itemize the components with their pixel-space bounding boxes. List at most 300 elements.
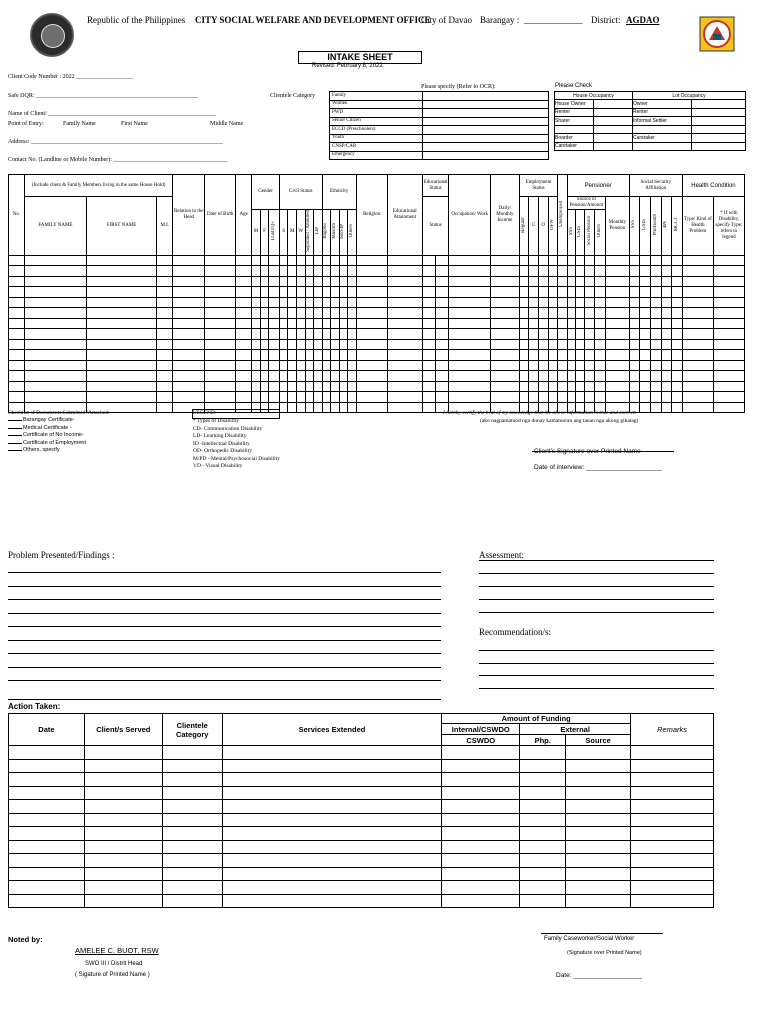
family-cell[interactable] xyxy=(567,287,576,298)
family-cell[interactable] xyxy=(576,350,585,361)
family-cell[interactable] xyxy=(387,392,422,403)
family-cell[interactable] xyxy=(9,350,25,361)
family-cell[interactable] xyxy=(584,339,595,350)
family-cell[interactable] xyxy=(650,371,661,382)
family-cell[interactable] xyxy=(269,255,280,266)
family-cell[interactable] xyxy=(236,381,252,392)
family-cell[interactable] xyxy=(538,392,548,403)
action-cell[interactable] xyxy=(442,881,520,895)
family-cell[interactable] xyxy=(519,350,529,361)
family-cell[interactable] xyxy=(25,329,87,340)
family-cell[interactable] xyxy=(339,255,348,266)
family-cell[interactable] xyxy=(387,318,422,329)
family-cell[interactable] xyxy=(269,297,280,308)
family-cell[interactable] xyxy=(529,308,539,319)
family-cell[interactable] xyxy=(387,381,422,392)
clientele-specify-cell[interactable] xyxy=(423,134,549,143)
family-cell[interactable] xyxy=(260,350,269,361)
family-cell[interactable] xyxy=(387,371,422,382)
family-cell[interactable] xyxy=(260,392,269,403)
writing-line[interactable] xyxy=(479,650,714,651)
family-cell[interactable] xyxy=(661,266,672,277)
family-cell[interactable] xyxy=(606,308,629,319)
family-cell[interactable] xyxy=(269,318,280,329)
family-cell[interactable] xyxy=(356,381,387,392)
family-cell[interactable] xyxy=(595,255,606,266)
action-cell[interactable] xyxy=(442,746,520,760)
family-cell[interactable] xyxy=(713,287,744,298)
family-cell[interactable] xyxy=(422,402,435,413)
family-cell[interactable] xyxy=(629,339,640,350)
family-cell[interactable] xyxy=(584,350,595,361)
safe-dqr-field[interactable]: Safe DQR: ______________________________________________________ xyxy=(8,93,198,99)
family-cell[interactable] xyxy=(682,350,713,361)
action-cell[interactable] xyxy=(9,840,85,854)
family-cell[interactable] xyxy=(356,266,387,277)
family-cell[interactable] xyxy=(422,287,435,298)
family-cell[interactable] xyxy=(348,266,357,277)
family-cell[interactable] xyxy=(157,381,173,392)
family-cell[interactable] xyxy=(584,381,595,392)
family-cell[interactable] xyxy=(529,255,539,266)
action-cell[interactable] xyxy=(162,759,222,773)
family-cell[interactable] xyxy=(331,276,340,287)
action-cell[interactable] xyxy=(442,840,520,854)
action-cell[interactable] xyxy=(442,854,520,868)
family-cell[interactable] xyxy=(672,297,683,308)
family-cell[interactable] xyxy=(558,371,568,382)
family-cell[interactable] xyxy=(491,360,520,371)
family-cell[interactable] xyxy=(173,287,205,298)
family-cell[interactable] xyxy=(548,266,558,277)
action-cell[interactable] xyxy=(566,746,631,760)
caseworker-signature-line[interactable] xyxy=(541,933,663,934)
action-cell[interactable] xyxy=(520,894,566,908)
family-cell[interactable] xyxy=(584,287,595,298)
action-cell[interactable] xyxy=(631,881,714,895)
action-cell[interactable] xyxy=(442,773,520,787)
family-cell[interactable] xyxy=(173,276,205,287)
family-cell[interactable] xyxy=(606,266,629,277)
family-cell[interactable] xyxy=(584,276,595,287)
family-cell[interactable] xyxy=(356,360,387,371)
action-cell[interactable] xyxy=(222,800,442,814)
family-cell[interactable] xyxy=(576,266,585,277)
family-cell[interactable] xyxy=(629,360,640,371)
family-cell[interactable] xyxy=(548,339,558,350)
family-cell[interactable] xyxy=(584,371,595,382)
family-cell[interactable] xyxy=(25,297,87,308)
family-cell[interactable] xyxy=(595,350,606,361)
date-interview-field[interactable]: Date of interview: _____________________ xyxy=(534,464,662,471)
family-cell[interactable] xyxy=(640,318,651,329)
family-cell[interactable] xyxy=(157,360,173,371)
family-cell[interactable] xyxy=(661,276,672,287)
action-cell[interactable] xyxy=(84,773,162,787)
family-cell[interactable] xyxy=(529,371,539,382)
family-cell[interactable] xyxy=(529,339,539,350)
family-cell[interactable] xyxy=(491,381,520,392)
family-cell[interactable] xyxy=(279,371,288,382)
family-cell[interactable] xyxy=(650,287,661,298)
family-cell[interactable] xyxy=(314,339,323,350)
family-cell[interactable] xyxy=(297,350,306,361)
family-cell[interactable] xyxy=(713,339,744,350)
family-cell[interactable] xyxy=(436,329,449,340)
family-cell[interactable] xyxy=(538,276,548,287)
family-cell[interactable] xyxy=(297,276,306,287)
family-cell[interactable] xyxy=(436,350,449,361)
action-cell[interactable] xyxy=(442,827,520,841)
action-cell[interactable] xyxy=(442,759,520,773)
family-cell[interactable] xyxy=(236,339,252,350)
family-cell[interactable] xyxy=(314,402,323,413)
action-cell[interactable] xyxy=(9,813,85,827)
family-cell[interactable] xyxy=(157,276,173,287)
family-cell[interactable] xyxy=(567,360,576,371)
family-cell[interactable] xyxy=(205,371,236,382)
family-cell[interactable] xyxy=(538,287,548,298)
family-cell[interactable] xyxy=(436,276,449,287)
family-cell[interactable] xyxy=(538,308,548,319)
family-cell[interactable] xyxy=(491,297,520,308)
family-cell[interactable] xyxy=(252,329,261,340)
family-cell[interactable] xyxy=(558,266,568,277)
family-cell[interactable] xyxy=(9,255,25,266)
family-cell[interactable] xyxy=(279,350,288,361)
family-cell[interactable] xyxy=(538,318,548,329)
family-cell[interactable] xyxy=(661,402,672,413)
family-cell[interactable] xyxy=(606,371,629,382)
family-cell[interactable] xyxy=(252,318,261,329)
family-cell[interactable] xyxy=(9,329,25,340)
family-cell[interactable] xyxy=(567,276,576,287)
family-cell[interactable] xyxy=(252,392,261,403)
family-cell[interactable] xyxy=(236,392,252,403)
checklist-blank[interactable] xyxy=(8,435,22,436)
family-cell[interactable] xyxy=(650,392,661,403)
family-cell[interactable] xyxy=(491,329,520,340)
family-cell[interactable] xyxy=(348,308,357,319)
action-cell[interactable] xyxy=(520,867,566,881)
family-cell[interactable] xyxy=(650,297,661,308)
action-cell[interactable] xyxy=(162,800,222,814)
family-cell[interactable] xyxy=(538,255,548,266)
family-cell[interactable] xyxy=(157,297,173,308)
house-check-box[interactable] xyxy=(594,108,633,117)
family-cell[interactable] xyxy=(260,276,269,287)
family-cell[interactable] xyxy=(236,255,252,266)
family-cell[interactable] xyxy=(548,255,558,266)
family-cell[interactable] xyxy=(279,276,288,287)
family-cell[interactable] xyxy=(348,371,357,382)
family-cell[interactable] xyxy=(288,287,297,298)
family-cell[interactable] xyxy=(348,381,357,392)
family-cell[interactable] xyxy=(86,308,156,319)
family-cell[interactable] xyxy=(322,329,331,340)
action-cell[interactable] xyxy=(222,854,442,868)
family-cell[interactable] xyxy=(629,371,640,382)
family-cell[interactable] xyxy=(86,287,156,298)
family-cell[interactable] xyxy=(436,297,449,308)
family-cell[interactable] xyxy=(339,318,348,329)
action-cell[interactable] xyxy=(9,759,85,773)
action-cell[interactable] xyxy=(222,786,442,800)
family-cell[interactable] xyxy=(661,350,672,361)
family-cell[interactable] xyxy=(25,255,87,266)
family-cell[interactable] xyxy=(650,266,661,277)
action-cell[interactable] xyxy=(520,827,566,841)
family-cell[interactable] xyxy=(672,276,683,287)
writing-line[interactable] xyxy=(8,640,441,641)
family-cell[interactable] xyxy=(387,402,422,413)
clientele-specify-cell[interactable] xyxy=(423,109,549,118)
family-cell[interactable] xyxy=(576,276,585,287)
family-cell[interactable] xyxy=(529,392,539,403)
writing-line[interactable] xyxy=(8,599,441,600)
footer-date-field[interactable]: Date: ___________________ xyxy=(556,972,643,979)
checklist-item[interactable] xyxy=(8,447,86,455)
house-check-box[interactable] xyxy=(594,142,633,151)
family-cell[interactable] xyxy=(339,287,348,298)
family-cell[interactable] xyxy=(339,360,348,371)
family-cell[interactable] xyxy=(713,318,744,329)
writing-line[interactable] xyxy=(8,699,441,700)
family-cell[interactable] xyxy=(629,392,640,403)
family-cell[interactable] xyxy=(640,287,651,298)
family-cell[interactable] xyxy=(629,297,640,308)
family-cell[interactable] xyxy=(260,381,269,392)
family-cell[interactable] xyxy=(558,392,568,403)
action-cell[interactable] xyxy=(442,867,520,881)
family-cell[interactable] xyxy=(322,318,331,329)
family-cell[interactable] xyxy=(584,255,595,266)
writing-line[interactable] xyxy=(479,612,714,613)
family-cell[interactable] xyxy=(205,297,236,308)
family-cell[interactable] xyxy=(236,308,252,319)
family-cell[interactable] xyxy=(25,318,87,329)
family-cell[interactable] xyxy=(288,402,297,413)
family-cell[interactable] xyxy=(595,297,606,308)
action-cell[interactable] xyxy=(84,881,162,895)
family-cell[interactable] xyxy=(305,329,314,340)
family-cell[interactable] xyxy=(529,297,539,308)
family-cell[interactable] xyxy=(387,308,422,319)
action-cell[interactable] xyxy=(9,773,85,787)
family-cell[interactable] xyxy=(538,339,548,350)
action-cell[interactable] xyxy=(222,827,442,841)
family-cell[interactable] xyxy=(529,381,539,392)
family-cell[interactable] xyxy=(606,287,629,298)
family-cell[interactable] xyxy=(314,350,323,361)
family-cell[interactable] xyxy=(584,329,595,340)
lot-check-box[interactable] xyxy=(692,134,746,143)
family-cell[interactable] xyxy=(305,392,314,403)
family-cell[interactable] xyxy=(269,308,280,319)
family-cell[interactable] xyxy=(252,371,261,382)
family-cell[interactable] xyxy=(548,360,558,371)
family-cell[interactable] xyxy=(339,392,348,403)
family-cell[interactable] xyxy=(567,339,576,350)
family-cell[interactable] xyxy=(322,255,331,266)
family-cell[interactable] xyxy=(173,308,205,319)
writing-line[interactable] xyxy=(8,586,441,587)
family-cell[interactable] xyxy=(640,308,651,319)
family-cell[interactable] xyxy=(252,276,261,287)
family-cell[interactable] xyxy=(567,371,576,382)
family-cell[interactable] xyxy=(661,360,672,371)
family-cell[interactable] xyxy=(713,255,744,266)
family-cell[interactable] xyxy=(25,392,87,403)
family-cell[interactable] xyxy=(538,329,548,340)
family-cell[interactable] xyxy=(519,381,529,392)
family-cell[interactable] xyxy=(288,308,297,319)
family-cell[interactable] xyxy=(387,255,422,266)
family-cell[interactable] xyxy=(558,297,568,308)
family-cell[interactable] xyxy=(449,318,491,329)
family-cell[interactable] xyxy=(629,381,640,392)
family-cell[interactable] xyxy=(640,329,651,340)
action-cell[interactable] xyxy=(9,800,85,814)
lot-check-box[interactable] xyxy=(692,108,746,117)
action-cell[interactable] xyxy=(442,800,520,814)
family-cell[interactable] xyxy=(305,339,314,350)
family-cell[interactable] xyxy=(322,360,331,371)
family-cell[interactable] xyxy=(558,329,568,340)
family-cell[interactable] xyxy=(331,287,340,298)
family-cell[interactable] xyxy=(331,371,340,382)
family-cell[interactable] xyxy=(629,350,640,361)
action-cell[interactable] xyxy=(222,773,442,787)
family-cell[interactable] xyxy=(606,297,629,308)
family-cell[interactable] xyxy=(86,392,156,403)
family-cell[interactable] xyxy=(422,308,435,319)
family-cell[interactable] xyxy=(173,371,205,382)
family-cell[interactable] xyxy=(173,381,205,392)
family-cell[interactable] xyxy=(9,297,25,308)
family-cell[interactable] xyxy=(672,287,683,298)
family-cell[interactable] xyxy=(86,255,156,266)
family-cell[interactable] xyxy=(9,266,25,277)
family-cell[interactable] xyxy=(348,287,357,298)
family-cell[interactable] xyxy=(314,266,323,277)
family-cell[interactable] xyxy=(436,287,449,298)
family-cell[interactable] xyxy=(650,318,661,329)
family-cell[interactable] xyxy=(595,266,606,277)
family-cell[interactable] xyxy=(86,297,156,308)
family-cell[interactable] xyxy=(672,318,683,329)
family-cell[interactable] xyxy=(236,350,252,361)
family-cell[interactable] xyxy=(672,350,683,361)
family-cell[interactable] xyxy=(356,297,387,308)
family-cell[interactable] xyxy=(672,329,683,340)
writing-line[interactable] xyxy=(479,560,714,561)
family-cell[interactable] xyxy=(576,329,585,340)
checklist-blank[interactable] xyxy=(8,420,22,421)
family-cell[interactable] xyxy=(348,392,357,403)
action-cell[interactable] xyxy=(9,881,85,895)
family-cell[interactable] xyxy=(629,266,640,277)
family-cell[interactable] xyxy=(331,381,340,392)
family-cell[interactable] xyxy=(548,318,558,329)
family-cell[interactable] xyxy=(314,329,323,340)
family-cell[interactable] xyxy=(672,402,683,413)
writing-line[interactable] xyxy=(479,688,714,689)
family-cell[interactable] xyxy=(86,266,156,277)
family-cell[interactable] xyxy=(576,371,585,382)
family-cell[interactable] xyxy=(322,266,331,277)
action-cell[interactable] xyxy=(566,840,631,854)
checklist-item[interactable] xyxy=(8,432,86,440)
family-cell[interactable] xyxy=(519,318,529,329)
writing-line[interactable] xyxy=(479,586,714,587)
family-cell[interactable] xyxy=(422,276,435,287)
family-cell[interactable] xyxy=(558,360,568,371)
family-cell[interactable] xyxy=(682,255,713,266)
family-cell[interactable] xyxy=(25,308,87,319)
family-cell[interactable] xyxy=(519,276,529,287)
family-cell[interactable] xyxy=(331,266,340,277)
action-cell[interactable] xyxy=(631,827,714,841)
family-cell[interactable] xyxy=(288,371,297,382)
family-cell[interactable] xyxy=(595,360,606,371)
family-cell[interactable] xyxy=(314,360,323,371)
family-cell[interactable] xyxy=(279,360,288,371)
family-cell[interactable] xyxy=(339,402,348,413)
family-cell[interactable] xyxy=(297,287,306,298)
family-cell[interactable] xyxy=(297,381,306,392)
family-cell[interactable] xyxy=(279,392,288,403)
family-cell[interactable] xyxy=(584,392,595,403)
writing-line[interactable] xyxy=(8,572,441,573)
family-cell[interactable] xyxy=(305,350,314,361)
family-cell[interactable] xyxy=(682,381,713,392)
family-cell[interactable] xyxy=(314,255,323,266)
family-cell[interactable] xyxy=(252,308,261,319)
client-name-field[interactable]: Name of Client/ ________________________________________________________ xyxy=(8,111,217,117)
family-cell[interactable] xyxy=(157,392,173,403)
family-cell[interactable] xyxy=(205,392,236,403)
family-cell[interactable] xyxy=(519,360,529,371)
family-cell[interactable] xyxy=(436,339,449,350)
family-cell[interactable] xyxy=(387,287,422,298)
family-cell[interactable] xyxy=(529,287,539,298)
family-cell[interactable] xyxy=(205,329,236,340)
family-cell[interactable] xyxy=(269,392,280,403)
family-cell[interactable] xyxy=(449,350,491,361)
family-cell[interactable] xyxy=(356,329,387,340)
action-cell[interactable] xyxy=(631,867,714,881)
family-cell[interactable] xyxy=(584,297,595,308)
family-cell[interactable] xyxy=(157,255,173,266)
family-cell[interactable] xyxy=(606,276,629,287)
family-cell[interactable] xyxy=(348,255,357,266)
family-cell[interactable] xyxy=(682,308,713,319)
family-cell[interactable] xyxy=(661,381,672,392)
family-cell[interactable] xyxy=(449,266,491,277)
action-cell[interactable] xyxy=(566,854,631,868)
action-cell[interactable] xyxy=(222,867,442,881)
family-cell[interactable] xyxy=(606,329,629,340)
family-cell[interactable] xyxy=(548,350,558,361)
family-cell[interactable] xyxy=(558,287,568,298)
family-cell[interactable] xyxy=(297,266,306,277)
action-cell[interactable] xyxy=(631,786,714,800)
family-cell[interactable] xyxy=(650,402,661,413)
family-cell[interactable] xyxy=(205,360,236,371)
clientele-specify-cell[interactable] xyxy=(423,92,549,101)
family-cell[interactable] xyxy=(157,318,173,329)
